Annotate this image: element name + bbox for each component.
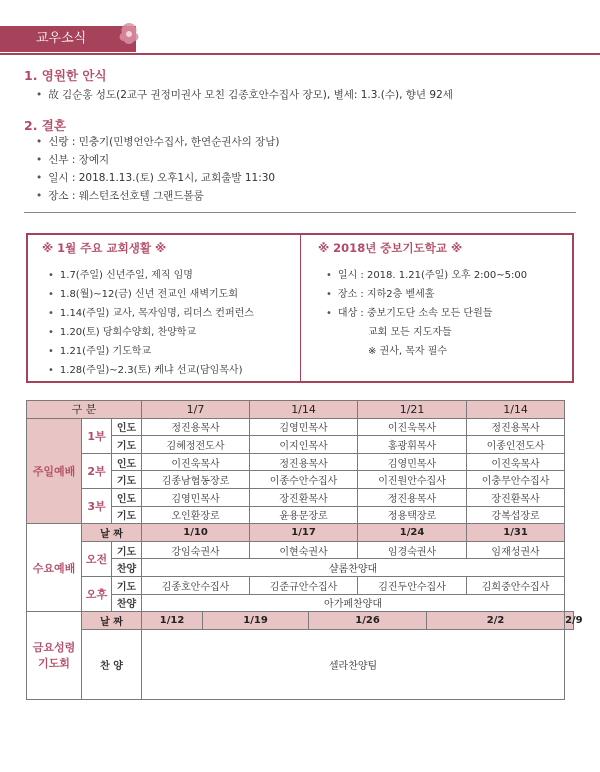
schedule-cell: 홍광휘목사 xyxy=(358,436,467,454)
service-name-cell: 1부 xyxy=(82,418,112,453)
prayer-school-item-cont: 교회 모든 지도자들 xyxy=(368,327,452,338)
friday-label-line1: 금요성령 xyxy=(32,641,76,655)
january-event-item: • 1.20(토) 당회수양회, 찬양학교 xyxy=(48,323,196,338)
schedule-cell: 이종수안수집사 xyxy=(250,471,358,489)
choir-cell: 샬롬찬양대 xyxy=(142,559,565,577)
role-cell: 기도 xyxy=(112,471,142,489)
schedule-cell: 김영민목사 xyxy=(142,488,250,506)
schedule-cell: 김준규안수집사 xyxy=(250,576,358,594)
schedule-cell: 이충무안수집사 xyxy=(467,471,565,489)
wednesday-date-cell: 1/31 xyxy=(467,524,565,542)
section-title-bereavement: 1. 영원한 안식 xyxy=(24,68,107,83)
schedule-cell: 임재성권사 xyxy=(467,541,565,559)
sunday-worship-label: 주일예배 xyxy=(27,418,82,524)
wednesday-date-cell: 1/17 xyxy=(250,524,358,542)
date-label-cell: 날 짜 xyxy=(82,524,142,542)
header-date-cell: 1/7 xyxy=(142,401,250,419)
schedule-cell: 이진원안수집사 xyxy=(358,471,467,489)
session-name-cell: 오전 xyxy=(82,541,112,576)
role-cell: 기도 xyxy=(112,506,142,524)
role-cell: 인도 xyxy=(112,488,142,506)
flower-icon xyxy=(116,20,142,46)
header-date-cell: 1/21 xyxy=(358,401,467,419)
schedule-cell: 강임숙권사 xyxy=(142,541,250,559)
schedule-cell: 정진용목사 xyxy=(250,453,358,471)
prayer-school-item: • 대상 : 중보기도단 소속 모든 단원들 xyxy=(326,304,492,319)
choir-cell: 아가페찬양대 xyxy=(142,594,565,612)
header-date-cell: 1/14 xyxy=(467,401,565,419)
prayer-school-note: ※ 권사, 목자 필수 xyxy=(368,346,448,357)
session-name-cell: 오후 xyxy=(82,576,112,611)
worship-schedule-table xyxy=(26,400,583,700)
header-category-cell: 구 분 xyxy=(27,401,142,419)
table-row xyxy=(27,524,574,542)
role-cell: 찬양 xyxy=(112,594,142,612)
wednesday-date-cell: 1/10 xyxy=(142,524,250,542)
schedule-cell: 이진욱목사 xyxy=(142,453,250,471)
table-row xyxy=(27,418,574,436)
schedule-cell: 이지인목사 xyxy=(250,436,358,454)
january-event-item: • 1.21(주일) 기도학교 xyxy=(48,342,151,357)
schedule-cell: 이진욱목사 xyxy=(358,418,467,436)
friday-date-cell: 2/9 xyxy=(565,612,574,630)
prayer-school-item: • 일시 : 2018. 1.21(주일) 오후 2:00~5:00 xyxy=(326,266,527,281)
table-header-row xyxy=(27,401,574,419)
date-label-cell: 날 짜 xyxy=(82,612,142,630)
january-event-item: • 1.14(주일) 교사, 목자임명, 리더스 컨퍼런스 xyxy=(48,304,254,319)
schedule-cell: 윤용문장로 xyxy=(250,506,358,524)
table-row xyxy=(27,576,574,594)
schedule-cell: 정진용목사 xyxy=(142,418,250,436)
wedding-item: • 신랑 : 민충기(민병언안수집사, 한연순권사의 장남) xyxy=(36,134,279,149)
schedule-cell: 장진환목사 xyxy=(467,488,565,506)
schedule-cell: 임경숙권사 xyxy=(358,541,467,559)
role-cell: 인도 xyxy=(112,418,142,436)
schedule-cell: 강복섭장로 xyxy=(467,506,565,524)
schedule-cell: 김희중안수집사 xyxy=(467,576,565,594)
schedule-cell: 김종남협동장로 xyxy=(142,471,250,489)
section-header-label: 교우소식 xyxy=(36,31,87,46)
schedule-cell: 이종인전도사 xyxy=(467,436,565,454)
january-event-item: • 1.7(주일) 신년주일, 제직 임명 xyxy=(48,266,193,281)
schedule-cell: 김영민목사 xyxy=(358,453,467,471)
january-events-title: ※ 1월 주요 교회생활 ※ xyxy=(42,241,167,255)
header-rule xyxy=(0,53,600,55)
table-row xyxy=(27,629,574,699)
friday-date-cell: 1/26 xyxy=(309,612,427,630)
schedule-cell: 정진용목사 xyxy=(358,488,467,506)
table-row xyxy=(27,612,574,630)
schedule-cell: 김진두안수집사 xyxy=(358,576,467,594)
wedding-item: • 일시 : 2018.1.13.(토) 오후1시, 교회출발 11:30 xyxy=(36,170,275,185)
service-name-cell: 2부 xyxy=(82,453,112,488)
wedding-item: • 신부 : 장예지 xyxy=(36,152,109,167)
friday-prayer-label xyxy=(27,612,82,700)
wedding-item: • 장소 : 웨스턴조선호텔 그랜드볼룸 xyxy=(36,188,204,203)
friday-label-line2: 기도회 xyxy=(38,657,70,671)
role-cell: 인도 xyxy=(112,453,142,471)
bereavement-item: • 故 김순홍 성도(2교구 권정미권사 모친 김종호안수집사 장모), 별세: 1.3.(수), 향년 92세 xyxy=(36,87,453,102)
table-row xyxy=(27,541,574,559)
header-date-cell: 1/14 xyxy=(250,401,358,419)
friday-date-cell: 1/12 xyxy=(142,612,203,630)
schedule-cell: 오인환장로 xyxy=(142,506,250,524)
section-divider xyxy=(24,212,576,213)
schedule-cell: 이현숙권사 xyxy=(250,541,358,559)
role-cell: 찬양 xyxy=(112,559,142,577)
wednesday-worship-label: 수요예배 xyxy=(27,524,82,612)
role-cell: 기도 xyxy=(112,576,142,594)
choir-cell: 셀라찬양팀 xyxy=(142,629,565,699)
role-cell: 기도 xyxy=(112,436,142,454)
table-row xyxy=(27,453,574,471)
service-name-cell: 3부 xyxy=(82,488,112,523)
schedule-cell: 장진환목사 xyxy=(250,488,358,506)
role-cell: 기도 xyxy=(112,541,142,559)
schedule-cell: 이진욱목사 xyxy=(467,453,565,471)
wednesday-date-cell: 1/24 xyxy=(358,524,467,542)
schedule-cell: 김혜정전도사 xyxy=(142,436,250,454)
notice-box-divider xyxy=(300,233,301,383)
table-row xyxy=(27,488,574,506)
prayer-school-item: • 장소 : 지하2층 벧세홀 xyxy=(326,285,434,300)
january-event-item: • 1.8(월)~12(금) 신년 전교인 새벽기도회 xyxy=(48,285,238,300)
friday-date-cell: 1/19 xyxy=(203,612,309,630)
schedule-cell: 정용택장로 xyxy=(358,506,467,524)
schedule-cell: 정진용목사 xyxy=(467,418,565,436)
prayer-school-title: ※ 2018년 중보기도학교 ※ xyxy=(318,241,463,255)
schedule-cell: 김종호안수집사 xyxy=(142,576,250,594)
section-title-wedding: 2. 결혼 xyxy=(24,118,66,133)
january-event-item: • 1.28(주일)~2.3(토) 케냐 선교(담임목사) xyxy=(48,361,242,376)
schedule-cell: 김영민목사 xyxy=(250,418,358,436)
role-cell: 찬 양 xyxy=(82,629,142,699)
friday-date-cell: 2/2 xyxy=(427,612,565,630)
